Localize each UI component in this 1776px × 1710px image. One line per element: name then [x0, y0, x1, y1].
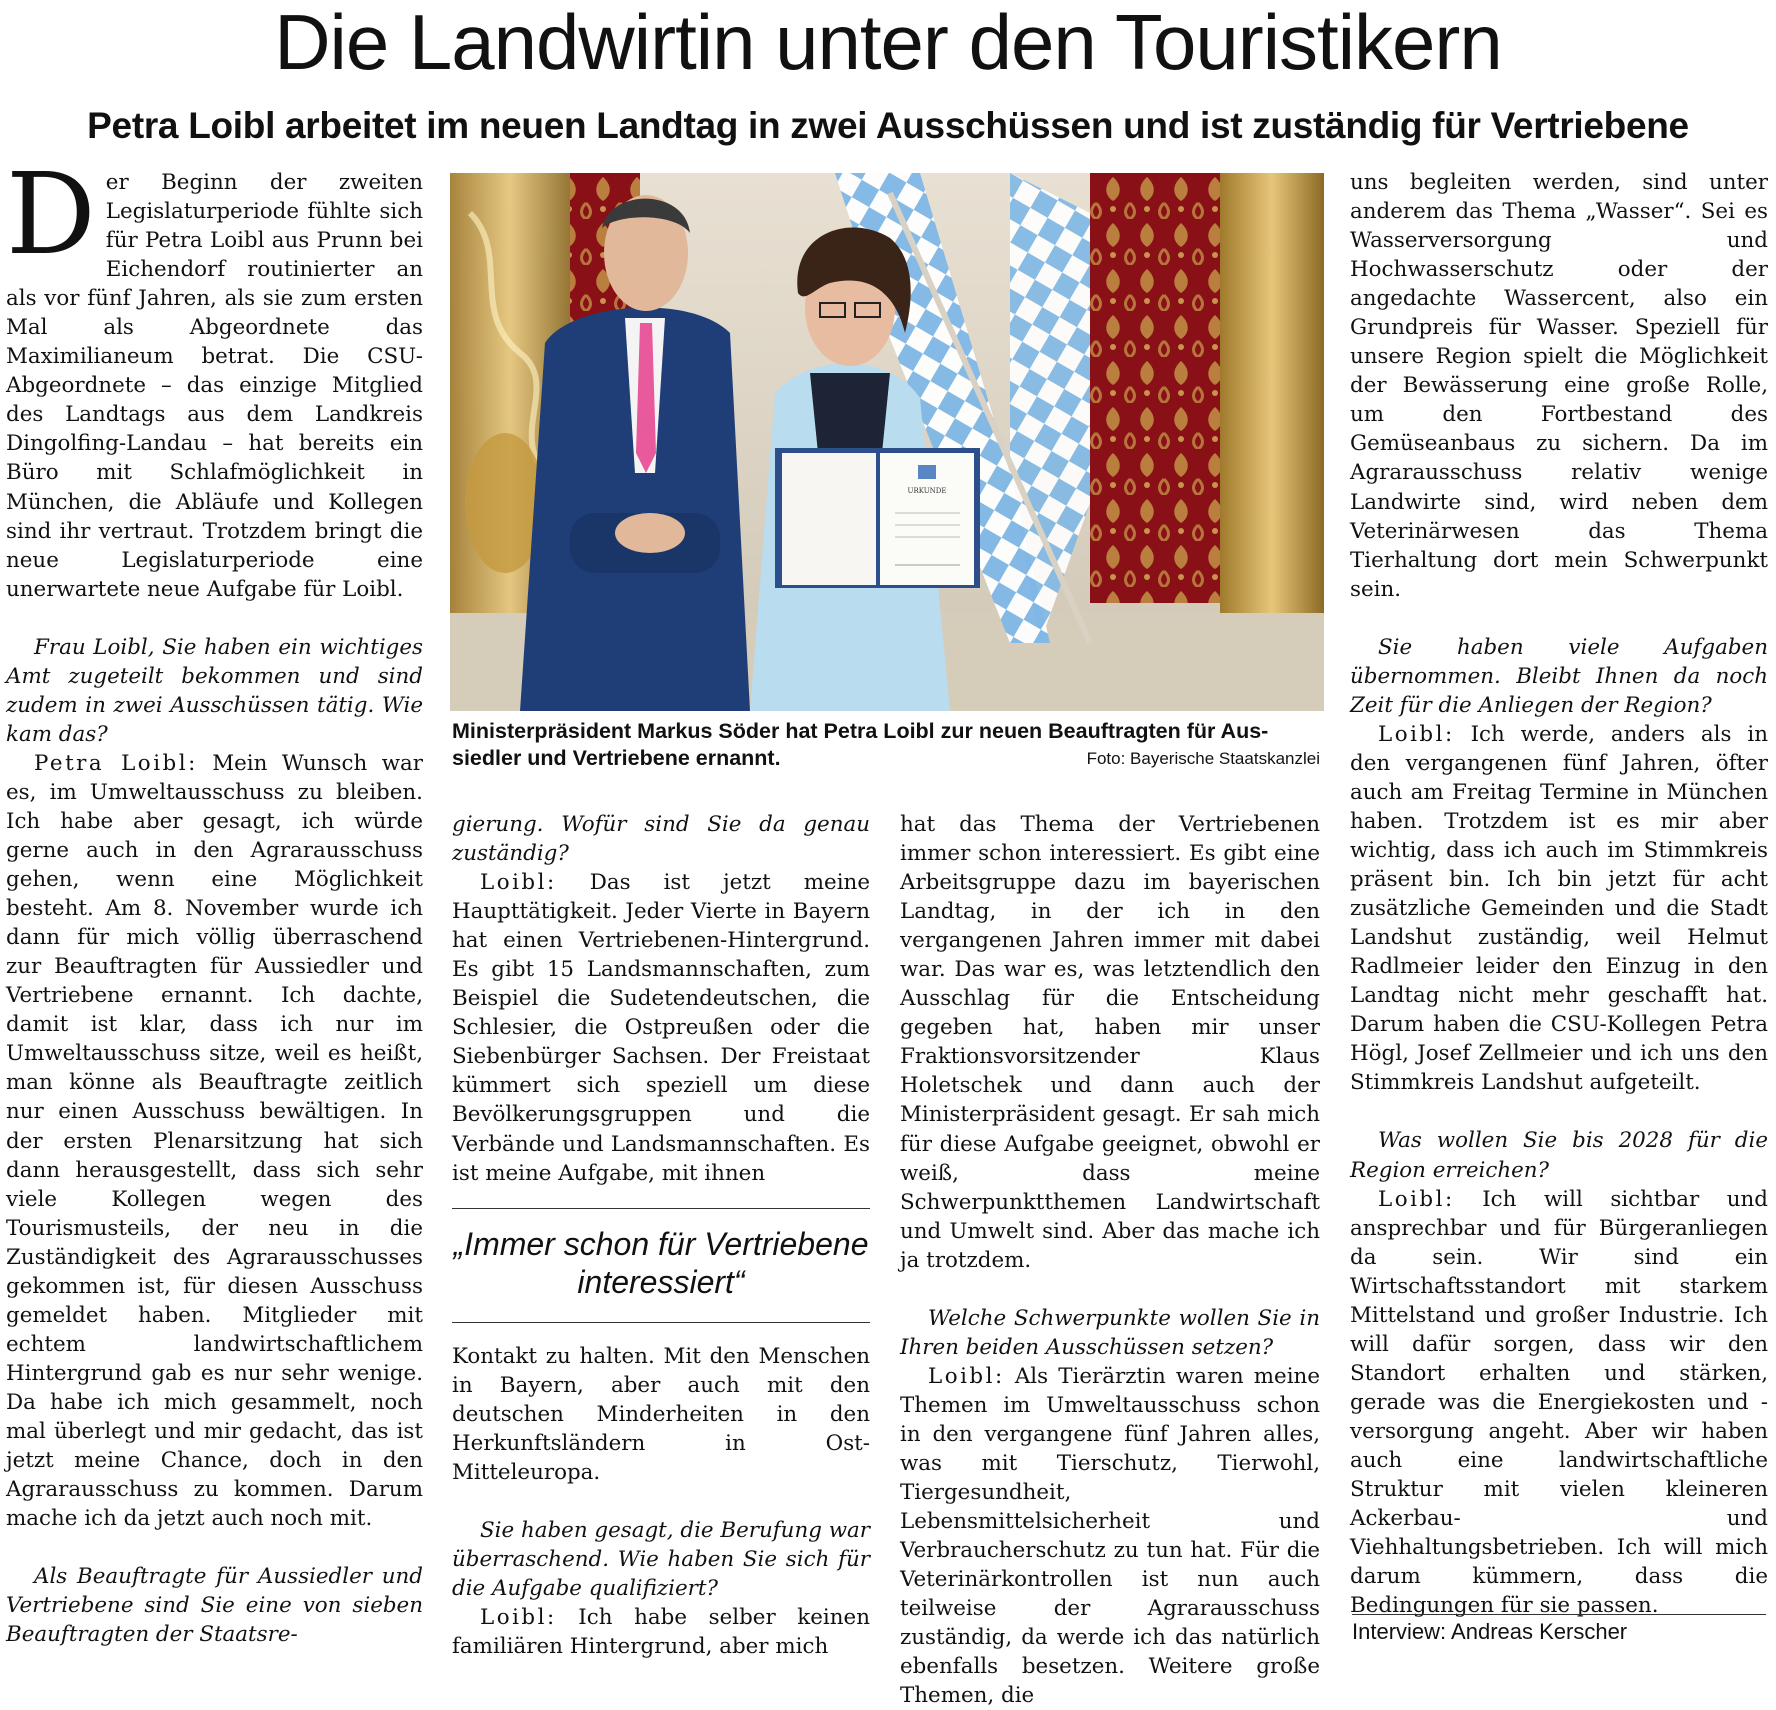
question-3: Sie haben gesagt, die Berufung war überraschend. Wie haben Sie sich für die Aufgabe qualifiziert?	[452, 1518, 871, 1602]
answer-1	[6, 749, 423, 1533]
article-column-2-lower	[452, 1342, 870, 1661]
speaker-label: Petra Loibl:	[34, 750, 198, 776]
answer-6-text: Ich will sichtbar und ansprechbar und für Bürgeranliegen da sein. Wir sind ein Wirtschaftsstandort mit starkem Mittelstand und großer Industrie. Ich will dafür sorgen, dass wir den Standort erhalten und stärken, gerade was die Energiekosten und -versorgung angeht. Aber wir haben auch eine landwirtschaftliche Struktur mit vielen kleineren Ackerbau- und Viehhaltungsbetrieben. Ich will mich darum kümmern, dass die Bedingungen für sie passen.	[1350, 1186, 1768, 1619]
article-column-3	[900, 810, 1320, 1710]
speaker-label: Loibl:	[1378, 721, 1455, 747]
subheadline: Petra Loibl arbeitet im neuen Landtag in zwei Ausschüssen und ist zuständig für Vertriebene	[87, 105, 1689, 146]
answer-5-text: Ich werde, anders als in den vergangenen fünf Jahren, öfter auch am Freitag Termine in München haben. Trotzdem ist es mir aber wichtig, dass ich auch im Stimmkreis präsent bin. Ich bin jetzt für acht zusätzliche Gemeinden und die Stadt Landshut zuständig, weil Helmut Radlmeier leider den Einzug in den Landtag nicht mehr geschafft hat. Darum haben die CSU-Kollegen Petra Högl, Josef Zellmeier und ich uns den Stimmkreis Landshut aufgeteilt.	[1350, 721, 1768, 1096]
question-1: Frau Loibl, Sie haben ein wichtiges Amt zugeteilt bekommen und sind zudem in zwei Ausschüssen tätig. Wie kam das?	[6, 634, 423, 747]
intro-paragraph	[6, 150, 423, 604]
article-column-1	[6, 150, 423, 1649]
caption-line-1: Ministerpräsident Markus Söder hat Petra Loibl zur neuen Beauftragten für Aus-	[452, 719, 1269, 743]
answer-6	[1350, 1185, 1768, 1621]
answer-2-part-2: Kontakt zu halten. Mit den Menschen in Bayern, aber auch mit den deutschen Minderheiten in den Herkunftsländern in Ost-Mitteleuropa.	[452, 1344, 870, 1486]
pull-quote-rule-bottom	[452, 1322, 870, 1323]
caption-line-2: siedler und Vertriebene ernannt.	[452, 746, 781, 770]
certificate-label: URKUNDE	[907, 487, 947, 495]
certificate	[775, 448, 980, 588]
speaker-label: Loibl:	[480, 870, 557, 896]
question-4: Welche Schwerpunkte wollen Sie in Ihren beiden Ausschüssen setzen?	[900, 1305, 1320, 1360]
speaker-label: Loibl:	[1378, 1186, 1455, 1212]
answer-4-part-2: uns begleiten werden, sind unter anderem das Thema „Wasser“. Sei es Wasserversorgung und Hochwasserschutz oder der angedachte Wassercent, also ein Grundpreis für Wasser. Speziell für unsere Region spielt die Möglichkeit der Bewässerung eine große Rolle, um den Fortbestand des Gemüseanbaus zu sichern. Da im Agrarausschuss relativ wenige Landwirte sind, wird neben dem Veterinärwesen das Thema Tierhaltung dort mein Schwerpunkt sein.	[1350, 170, 1768, 602]
article-column-4	[1350, 168, 1768, 1620]
answer-4-part-1	[900, 1362, 1320, 1710]
answer-3-text: Ich habe selber keinen familiären Hintergrund, aber mich	[452, 1605, 870, 1660]
pull-quote: „Immer schon für Vertriebene interessiert“	[453, 1226, 869, 1300]
photo-credit: Foto: Bayerische Staatskanzlei	[1086, 749, 1320, 768]
headline: Die Landwirtin unter den Touristikern	[274, 0, 1502, 86]
answer-4-text: Als Tierärztin waren meine Themen im Umweltausschuss schon in den vergangene fünf Jahren alles, was mit Tierschutz, Tierwohl, Tiergesundheit, Lebensmittelsicherheit und Verbraucherschutz zu tun hat. Für die Veterinärkontrollen ist nun auch teilweise der Agrarausschuss zuständig, da werde ich das natürlich ebenfalls besetzen. Weitere große Themen, die	[900, 1363, 1320, 1709]
answer-2-part-1	[452, 868, 870, 1188]
question-5: Sie haben viele Aufgaben übernommen. Bleibt Ihnen da noch Zeit für die Anliegen der Region?	[1350, 634, 1768, 718]
article-column-2	[452, 810, 870, 1188]
answer-5	[1350, 720, 1768, 1098]
speaker-label: Loibl:	[928, 1363, 1005, 1389]
drop-cap: D	[6, 150, 96, 280]
interview-credit: Interview: Andreas Kerscher	[1352, 1619, 1628, 1644]
pull-quote-rule-top	[452, 1208, 870, 1209]
photo	[450, 173, 1324, 711]
speaker-label: Loibl:	[480, 1605, 557, 1631]
question-6: Was wollen Sie bis 2028 für die Region erreichen?	[1350, 1128, 1768, 1183]
photo-caption	[452, 718, 1322, 772]
answer-3-part-1	[452, 1603, 870, 1661]
photo-image	[450, 173, 1324, 711]
answer-3-part-2: hat das Thema der Vertriebenen immer schon interessiert. Es gibt eine Arbeitsgruppe dazu im bayerischen Landtag, in der ich in den vergangenen Jahren immer mit dabei war. Das war es, was letztendlich den Ausschlag für die Entscheidung gegeben hat, haben mir unser Fraktionsvorsitzender Klaus Holetschek und dann auch der Ministerpräsident gesagt. Er sah mich für diese Aufgabe geeignet, obwohl er weiß, dass meine Schwerpunktthemen Landwirtschaft und Umwelt sind. Aber das mache ich ja trotzdem.	[900, 812, 1320, 1273]
interview-rule	[1352, 1614, 1766, 1615]
question-2-part-1: Als Beauftragte für Aussiedler und Vertriebene sind Sie eine von sieben Beauftragten der Staatsre-	[6, 1564, 423, 1648]
intro-text: er Beginn der zweiten Legislaturperiode fühlte sich für Petra Loibl aus Prunn bei Eichendorf routinierter an als vor fünf Jahren, als sie zum ersten Mal als Abgeordnete das Maximilianeum betrat. Die CSU-Abgeordnete – das einzige Mitglied des Landtags aus dem Landkreis Dingolfing-Landau – hat bereits ein Büro mit Schlafmöglichkeit in München, die Abläufe und Kollegen sind ihr vertraut. Trotzdem bringt die neue Legislaturperiode eine unerwartete neue Aufgabe für Loibl.	[6, 170, 423, 602]
answer-2-text: Das ist jetzt meine Haupttätigkeit. Jeder Vierte in Bayern hat einen Vertriebenen-Hintergrund. Es gibt 15 Landsmannschaften, zum Beispiel die Sudetendeutschen, die Schlesier, die Ostpreußen oder die Siebenbürger Sachsen. Der Freistaat kümmert sich speziell um diese Bevölkerungsgruppen und die Verbände und Landsmannschaften. Es ist meine Aufgabe, mit ihnen	[452, 870, 870, 1186]
answer-1-text: Mein Wunsch war es, im Umweltausschuss zu bleiben. Ich habe aber gesagt, ich würde gerne auch in den Agrarausschuss gehen, wenn eine Möglichkeit besteht. Am 8. November wurde ich dann für mich völlig überraschend zur Beauftragten für Aussiedler und Vertriebene ernannt. Ich dachte, damit ist klar, dass ich nur im Umweltausschuss sitze, weil es heißt, man könne als Beauftragte zeitlich nur einen Ausschuss bewältigen. In der ersten Plenarsitzung hat sich dann herausgestellt, dass sich sehr viele Kollegen wegen des Tourismusteils, der neu in die Zuständigkeit des Agrarausschusses gekommen ist, für diesen Ausschuss gemeldet haben. Mitglieder mit echtem landwirtschaftlichem Hintergrund gab es nur sehr wenige. Da habe ich mich gesammelt, noch mal überlegt und mir gedacht, das ist jetzt meine Chance, doch in den Agrarausschuss zu kommen. Darum mache ich da jetzt auch noch mit.	[6, 750, 423, 1532]
question-2-part-2: gierung. Wofür sind Sie da genau zuständig?	[452, 812, 870, 867]
